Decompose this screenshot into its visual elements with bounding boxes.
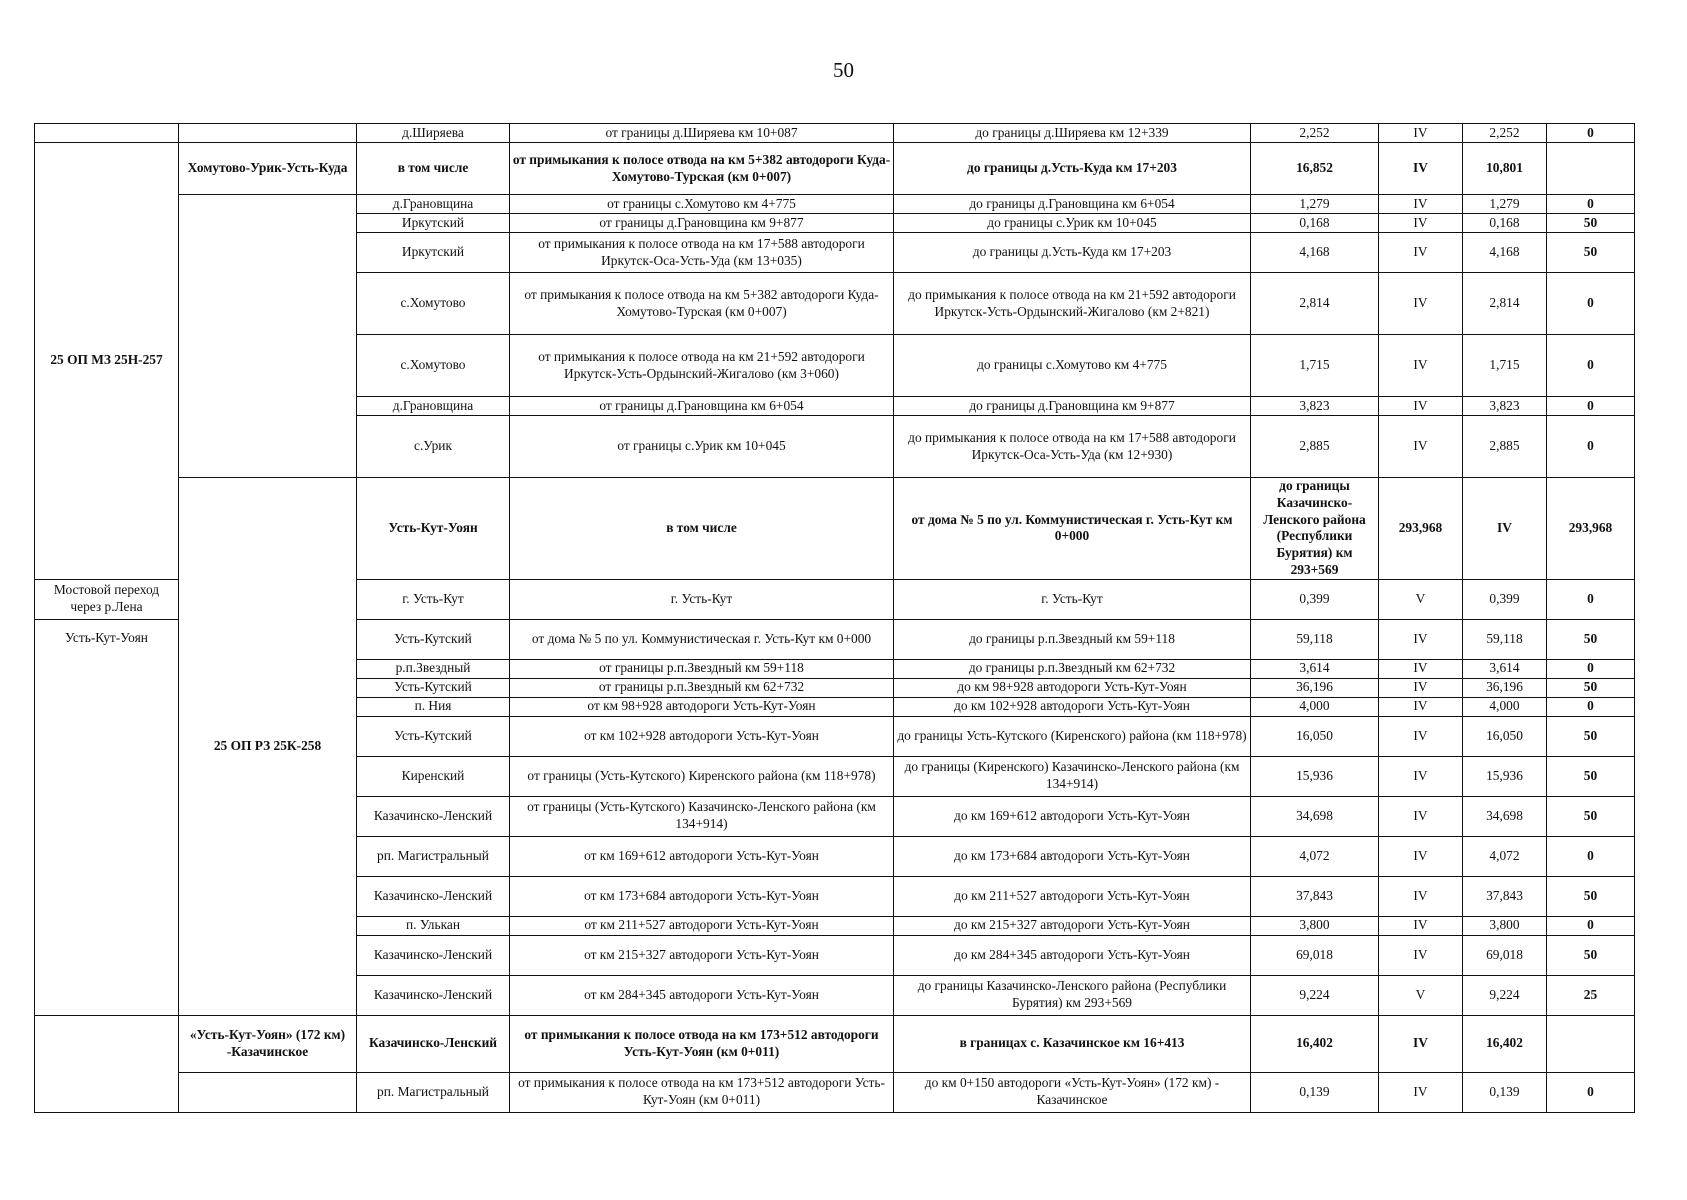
length2-cell: 293,968 <box>1547 478 1635 580</box>
category-cell: IV <box>1379 756 1463 796</box>
length-cell: 0,139 <box>1251 1072 1379 1112</box>
speed-cell: 25 <box>1547 975 1635 1015</box>
length2-cell: 1,279 <box>1463 195 1547 214</box>
to-cell: до границы Казачинско-Ленского района (Республики Бурятия) км 293+569 <box>894 975 1251 1015</box>
from-cell: от границы р.п.Звездный км 62+732 <box>510 678 894 697</box>
area-cell: с.Урик <box>357 416 510 478</box>
area-cell: Казачинско-Ленский <box>357 935 510 975</box>
speed-cell: 0 <box>1547 397 1635 416</box>
road-code: 25 ОП РЗ 25К-258 <box>179 478 357 1016</box>
length-cell: 1,715 <box>1251 335 1379 397</box>
area-cell: в том числе <box>510 478 894 580</box>
category-cell: IV <box>1379 397 1463 416</box>
to-cell: до границы д.Усть-Куда км 17+203 <box>894 233 1251 273</box>
length-cell: 4,072 <box>1251 836 1379 876</box>
to-cell: до границы р.п.Звездный км 62+732 <box>894 659 1251 678</box>
from-cell: от км 102+928 автодороги Усть-Кут-Уоян <box>510 716 894 756</box>
speed-cell: 50 <box>1547 756 1635 796</box>
category-cell: IV <box>1379 876 1463 916</box>
from-cell: от дома № 5 по ул. Коммунистическая г. Усть-Кут км 0+000 <box>510 619 894 659</box>
from-cell: от км 98+928 автодороги Усть-Кут-Уоян <box>510 697 894 716</box>
category-cell: V <box>1379 579 1463 619</box>
length2-cell: 0,139 <box>1463 1072 1547 1112</box>
from-cell: от границы д.Грановщина км 6+054 <box>510 397 894 416</box>
length2-cell: 15,936 <box>1463 756 1547 796</box>
speed-cell: 0 <box>1547 273 1635 335</box>
to-cell: до примыкания к полосе отвода на км 17+588 автодороги Иркутск-Оса-Усть-Уда (км 12+930) <box>894 416 1251 478</box>
area-cell: Усть-Кутский <box>357 678 510 697</box>
road-name-cell <box>179 124 357 143</box>
length-cell: 0,168 <box>1251 214 1379 233</box>
to-cell: до границы д.Ширяева км 12+339 <box>894 124 1251 143</box>
category-cell: IV <box>1379 335 1463 397</box>
category-cell: IV <box>1379 273 1463 335</box>
to-cell: до км 102+928 автодороги Усть-Кут-Уоян <box>894 697 1251 716</box>
from-cell: от км 284+345 автодороги Усть-Кут-Уоян <box>510 975 894 1015</box>
to-cell: до границы д.Усть-Куда км 17+203 <box>894 143 1251 195</box>
roads-table <box>34 123 1635 1113</box>
speed-cell: 50 <box>1547 619 1635 659</box>
to-cell: в границах с. Казачинское км 16+413 <box>894 1015 1251 1072</box>
length-cell: 3,800 <box>1251 916 1379 935</box>
speed-cell: 50 <box>1547 796 1635 836</box>
length-cell: 34,698 <box>1251 796 1379 836</box>
to-cell: до км 98+928 автодороги Усть-Кут-Уоян <box>894 678 1251 697</box>
length-cell: 15,936 <box>1251 756 1379 796</box>
to-cell: до границы д.Грановщина км 9+877 <box>894 397 1251 416</box>
speed-cell: 0 <box>1547 836 1635 876</box>
speed-cell <box>1547 143 1635 195</box>
area-cell: Казачинско-Ленский <box>357 876 510 916</box>
from-cell: от км 215+327 автодороги Усть-Кут-Уоян <box>510 935 894 975</box>
table-row <box>35 1072 1635 1112</box>
from-cell: от примыкания к полосе отвода на км 173+512 автодороги Усть-Кут-Уоян (км 0+011) <box>510 1015 894 1072</box>
to-cell: до границы Казачинско-Ленского района (Республики Бурятия) км 293+569 <box>1251 478 1379 580</box>
to-cell: до примыкания к полосе отвода на км 21+592 автодороги Иркутск-Усть-Ордынский-Жигалово (км 2+821) <box>894 273 1251 335</box>
area-cell: с.Хомутово <box>357 335 510 397</box>
to-cell: до км 173+684 автодороги Усть-Кут-Уоян <box>894 836 1251 876</box>
length-cell: 2,252 <box>1251 124 1379 143</box>
speed-cell: 50 <box>1547 678 1635 697</box>
area-cell: Иркутский <box>357 214 510 233</box>
table-row <box>35 143 1635 195</box>
length2-cell: 34,698 <box>1463 796 1547 836</box>
category-cell: IV <box>1379 1072 1463 1112</box>
area-cell: Казачинско-Ленский <box>357 796 510 836</box>
area-cell: Казачинско-Ленский <box>357 1015 510 1072</box>
length2-cell: 2,252 <box>1463 124 1547 143</box>
area-cell: р.п.Звездный <box>357 659 510 678</box>
to-cell: до границы с.Урик км 10+045 <box>894 214 1251 233</box>
area-cell: п. Улькан <box>357 916 510 935</box>
length-cell: 3,614 <box>1251 659 1379 678</box>
length2-cell: 10,801 <box>1463 143 1547 195</box>
from-cell: от границы (Усть-Кутского) Киренского района (км 118+978) <box>510 756 894 796</box>
length-cell: 37,843 <box>1251 876 1379 916</box>
length-cell: 4,168 <box>1251 233 1379 273</box>
road-name: Мостовой переход через р.Лена <box>35 579 179 619</box>
length2-cell: 3,800 <box>1463 916 1547 935</box>
road-code-cell <box>35 1015 179 1112</box>
from-cell: от км 173+684 автодороги Усть-Кут-Уоян <box>510 876 894 916</box>
table-row <box>35 478 1635 580</box>
speed-cell: 0 <box>1547 1072 1635 1112</box>
category-cell: IV <box>1379 916 1463 935</box>
to-cell: до границы (Киренского) Казачинско-Ленского района (км 134+914) <box>894 756 1251 796</box>
length-cell: 0,399 <box>1251 579 1379 619</box>
length-cell: 293,968 <box>1379 478 1463 580</box>
length2-cell: 4,000 <box>1463 697 1547 716</box>
from-cell: от границы д.Грановщина км 9+877 <box>510 214 894 233</box>
length2-cell: 4,168 <box>1463 233 1547 273</box>
speed-cell: 0 <box>1547 579 1635 619</box>
length2-cell: 59,118 <box>1463 619 1547 659</box>
area-cell: с.Хомутово <box>357 273 510 335</box>
to-cell: до км 211+527 автодороги Усть-Кут-Уоян <box>894 876 1251 916</box>
area-cell: д.Грановщина <box>357 397 510 416</box>
road-code: 25 ОП МЗ 25Н-257 <box>35 143 179 580</box>
length2-cell: 2,885 <box>1463 416 1547 478</box>
from-cell: от дома № 5 по ул. Коммунистическая г. Усть-Кут км 0+000 <box>894 478 1251 580</box>
area-cell: Киренский <box>357 756 510 796</box>
area-cell: рп. Магистральный <box>357 1072 510 1112</box>
length2-cell: 16,050 <box>1463 716 1547 756</box>
length2-cell: 3,823 <box>1463 397 1547 416</box>
speed-cell <box>1547 1015 1635 1072</box>
length-cell: 36,196 <box>1251 678 1379 697</box>
length2-cell: 0,168 <box>1463 214 1547 233</box>
from-cell: от примыкания к полосе отвода на км 173+512 автодороги Усть-Кут-Уоян (км 0+011) <box>510 1072 894 1112</box>
length-cell: 1,279 <box>1251 195 1379 214</box>
speed-cell: 0 <box>1547 195 1635 214</box>
to-cell: до границы р.п.Звездный км 59+118 <box>894 619 1251 659</box>
area-cell: г. Усть-Кут <box>357 579 510 619</box>
road-name-cell <box>179 195 357 478</box>
from-cell: от примыкания к полосе отвода на км 5+382 автодороги Куда-Хомутово-Турская (км 0+007) <box>510 273 894 335</box>
category-cell: IV <box>1379 697 1463 716</box>
road-code-cell <box>35 124 179 143</box>
category-cell: IV <box>1379 678 1463 697</box>
length-cell: 16,402 <box>1251 1015 1379 1072</box>
speed-cell: 0 <box>1547 335 1635 397</box>
length-cell: 3,823 <box>1251 397 1379 416</box>
to-cell: г. Усть-Кут <box>894 579 1251 619</box>
from-cell: от границы д.Ширяева км 10+087 <box>510 124 894 143</box>
length2-cell: 37,843 <box>1463 876 1547 916</box>
length-cell: 16,852 <box>1251 143 1379 195</box>
category-cell: IV <box>1379 796 1463 836</box>
speed-cell: 0 <box>1547 916 1635 935</box>
speed-cell: 0 <box>1547 659 1635 678</box>
length2-cell: 3,614 <box>1463 659 1547 678</box>
area-cell: п. Ния <box>357 697 510 716</box>
area-cell: Казачинско-Ленский <box>357 975 510 1015</box>
from-cell: от примыкания к полосе отвода на км 17+588 автодороги Иркутск-Оса-Усть-Уда (км 13+035) <box>510 233 894 273</box>
page-number: 50 <box>833 58 854 82</box>
table-row <box>35 195 1635 214</box>
length-cell: 59,118 <box>1251 619 1379 659</box>
length-cell: 4,000 <box>1251 697 1379 716</box>
speed-cell: 50 <box>1547 233 1635 273</box>
area-cell: Усть-Кутский <box>357 716 510 756</box>
length-cell: 16,050 <box>1251 716 1379 756</box>
category-cell: IV <box>1463 478 1547 580</box>
from-cell: от км 169+612 автодороги Усть-Кут-Уоян <box>510 836 894 876</box>
area-cell: Иркутский <box>357 233 510 273</box>
area-cell: рп. Магистральный <box>357 836 510 876</box>
road-name: «Усть-Кут-Уоян» (172 км) -Казачинское <box>179 1015 357 1072</box>
from-cell: от км 211+527 автодороги Усть-Кут-Уоян <box>510 916 894 935</box>
length2-cell: 16,402 <box>1463 1015 1547 1072</box>
road-name: Усть-Кут-Уоян <box>357 478 510 580</box>
length2-cell: 1,715 <box>1463 335 1547 397</box>
from-cell: от примыкания к полосе отвода на км 5+382 автодороги Куда-Хомутово-Турская (км 0+007) <box>510 143 894 195</box>
to-cell: до км 0+150 автодороги «Усть-Кут-Уоян» (172 км) - Казачинское <box>894 1072 1251 1112</box>
speed-cell: 50 <box>1547 935 1635 975</box>
length2-cell: 9,224 <box>1463 975 1547 1015</box>
length-cell: 69,018 <box>1251 935 1379 975</box>
length2-cell: 2,814 <box>1463 273 1547 335</box>
category-cell: IV <box>1379 143 1463 195</box>
category-cell: IV <box>1379 195 1463 214</box>
table-row <box>35 1015 1635 1072</box>
category-cell: IV <box>1379 836 1463 876</box>
to-cell: до границы с.Хомутово км 4+775 <box>894 335 1251 397</box>
from-cell: от границы р.п.Звездный км 59+118 <box>510 659 894 678</box>
category-cell: IV <box>1379 416 1463 478</box>
from-cell: г. Усть-Кут <box>510 579 894 619</box>
length-cell: 2,814 <box>1251 273 1379 335</box>
category-cell: IV <box>1379 1015 1463 1072</box>
category-cell: V <box>1379 975 1463 1015</box>
road-name: Хомутово-Урик-Усть-Куда <box>179 143 357 195</box>
length-cell: 2,885 <box>1251 416 1379 478</box>
to-cell: до границы д.Грановщина км 6+054 <box>894 195 1251 214</box>
from-cell: от границы (Усть-Кутского) Казачинско-Ленского района (км 134+914) <box>510 796 894 836</box>
length2-cell: 69,018 <box>1463 935 1547 975</box>
category-cell: IV <box>1379 124 1463 143</box>
category-cell: IV <box>1379 659 1463 678</box>
speed-cell: 0 <box>1547 697 1635 716</box>
length-cell: 9,224 <box>1251 975 1379 1015</box>
from-cell: от границы с.Урик км 10+045 <box>510 416 894 478</box>
length2-cell: 4,072 <box>1463 836 1547 876</box>
speed-cell: 50 <box>1547 876 1635 916</box>
category-cell: IV <box>1379 619 1463 659</box>
category-cell: IV <box>1379 716 1463 756</box>
area-cell: д.Грановщина <box>357 195 510 214</box>
speed-cell: 0 <box>1547 416 1635 478</box>
length2-cell: 0,399 <box>1463 579 1547 619</box>
to-cell: до км 284+345 автодороги Усть-Кут-Уоян <box>894 935 1251 975</box>
speed-cell: 50 <box>1547 716 1635 756</box>
length2-cell: 36,196 <box>1463 678 1547 697</box>
area-cell: Усть-Кутский <box>357 619 510 659</box>
category-cell: IV <box>1379 935 1463 975</box>
from-cell: от границы с.Хомутово км 4+775 <box>510 195 894 214</box>
category-cell: IV <box>1379 233 1463 273</box>
category-cell: IV <box>1379 214 1463 233</box>
road-name-cell <box>179 1072 357 1112</box>
area-cell: в том числе <box>357 143 510 195</box>
speed-cell: 0 <box>1547 124 1635 143</box>
to-cell: до км 215+327 автодороги Усть-Кут-Уоян <box>894 916 1251 935</box>
to-cell: до границы Усть-Кутского (Киренского) района (км 118+978) <box>894 716 1251 756</box>
road-name: Усть-Кут-Уоян <box>35 619 179 1015</box>
speed-cell: 50 <box>1547 214 1635 233</box>
area-cell: д.Ширяева <box>357 124 510 143</box>
to-cell: до км 169+612 автодороги Усть-Кут-Уоян <box>894 796 1251 836</box>
table-row <box>35 124 1635 143</box>
from-cell: от примыкания к полосе отвода на км 21+592 автодороги Иркутск-Усть-Ордынский-Жигалово (км 3+060) <box>510 335 894 397</box>
